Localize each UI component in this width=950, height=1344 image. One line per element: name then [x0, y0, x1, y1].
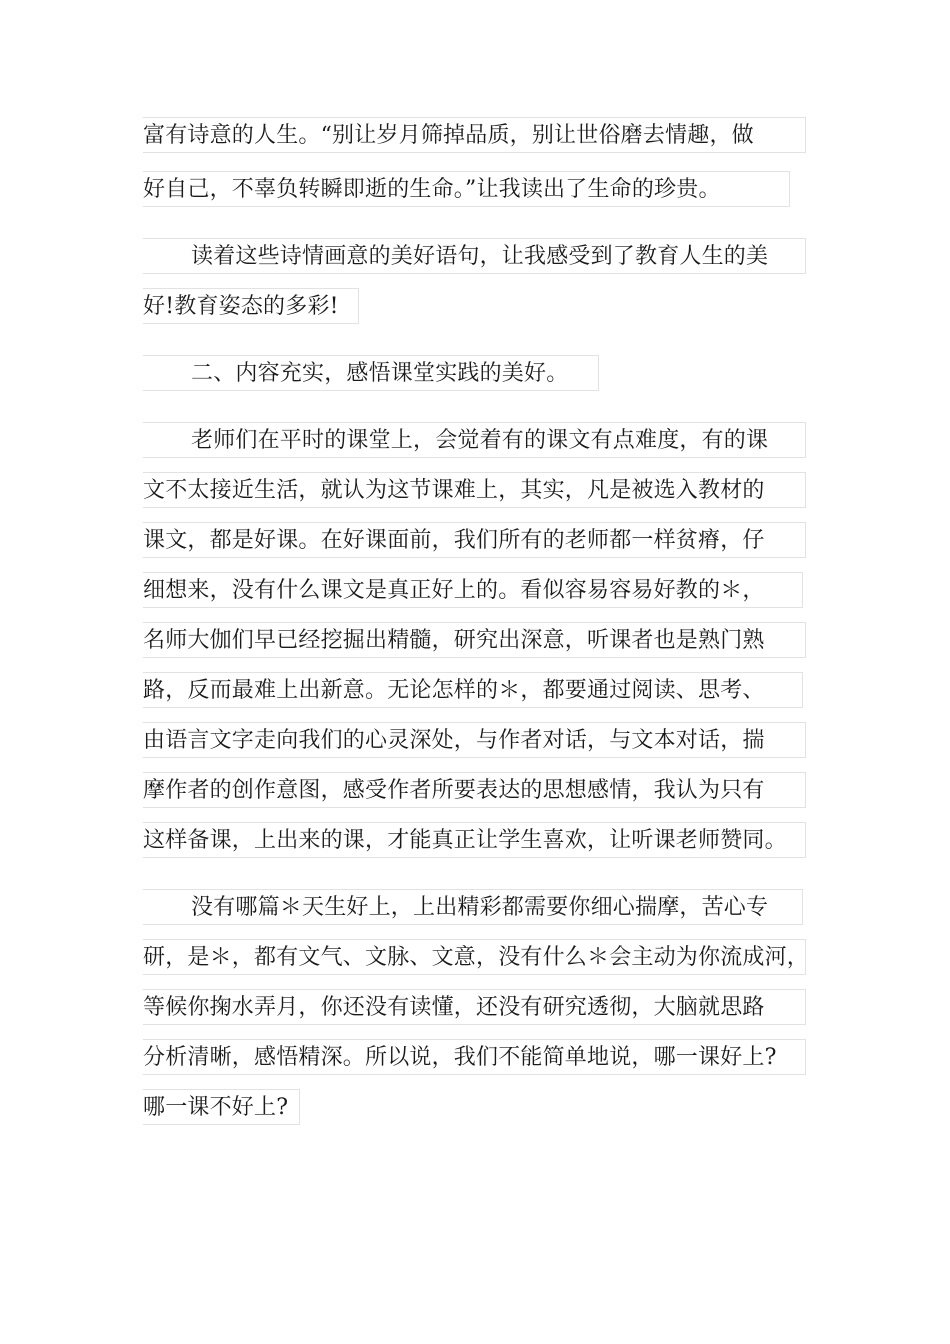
paragraph-5-line-4: 分析清晰，感悟精深。所以说，我们不能简单地说，哪一课好上?: [143, 1039, 806, 1075]
paragraph-5-line-1: 没有哪篇＊天生好上，上出精彩都需要你细心揣摩，苦心专: [143, 889, 803, 925]
paragraph-5-line-3: 等候你掬水弄月，你还没有读懂，还没有研究透彻，大脑就思路: [143, 989, 806, 1025]
paragraph-5-line-5: 哪一课不好上?: [143, 1089, 300, 1125]
paragraph-4-line-8: 摩作者的创作意图，感受作者所要表达的思想感情，我认为只有: [143, 772, 806, 808]
paragraph-4-line-3: 课文，都是好课。在好课面前，我们所有的老师都一样贫瘠，仔: [143, 522, 806, 558]
paragraph-2-line-2: 好!教育姿态的多彩!: [143, 288, 359, 324]
paragraph-4-line-1: 老师们在平时的课堂上，会觉着有的课文有点难度，有的课: [143, 422, 806, 458]
paragraph-2-line-1: 读着这些诗情画意的美好语句，让我感受到了教育人生的美: [143, 238, 806, 274]
paragraph-1-line-1: 富有诗意的人生。“别让岁月筛掉品质，别让世俗磨去情趣，做: [143, 117, 806, 153]
paragraph-4-line-7: 由语言文字走向我们的心灵深处，与作者对话，与文本对话，揣: [143, 722, 806, 758]
paragraph-4-line-4: 细想来，没有什么课文是真正好上的。看似容易容易好教的＊，: [143, 572, 803, 608]
section-heading: 二、内容充实，感悟课堂实践的美好。: [143, 355, 599, 391]
paragraph-5-line-2: 研，是＊，都有文气、文脉、文意，没有什么＊会主动为你流成河，: [143, 939, 806, 975]
paragraph-4-line-5: 名师大伽们早已经挖掘出精髓，研究出深意，听课者也是熟门熟: [143, 622, 806, 658]
paragraph-4-line-6: 路，反而最难上出新意。无论怎样的＊，都要通过阅读、思考、: [143, 672, 803, 708]
paragraph-4-line-2: 文不太接近生活，就认为这节课难上，其实，凡是被选入教材的: [143, 472, 806, 508]
paragraph-1-line-2: 好自己，不辜负转瞬即逝的生命。”让我读出了生命的珍贵。: [143, 171, 790, 207]
paragraph-4-line-9: 这样备课，上出来的课，才能真正让学生喜欢，让听课老师赞同。: [143, 822, 806, 858]
